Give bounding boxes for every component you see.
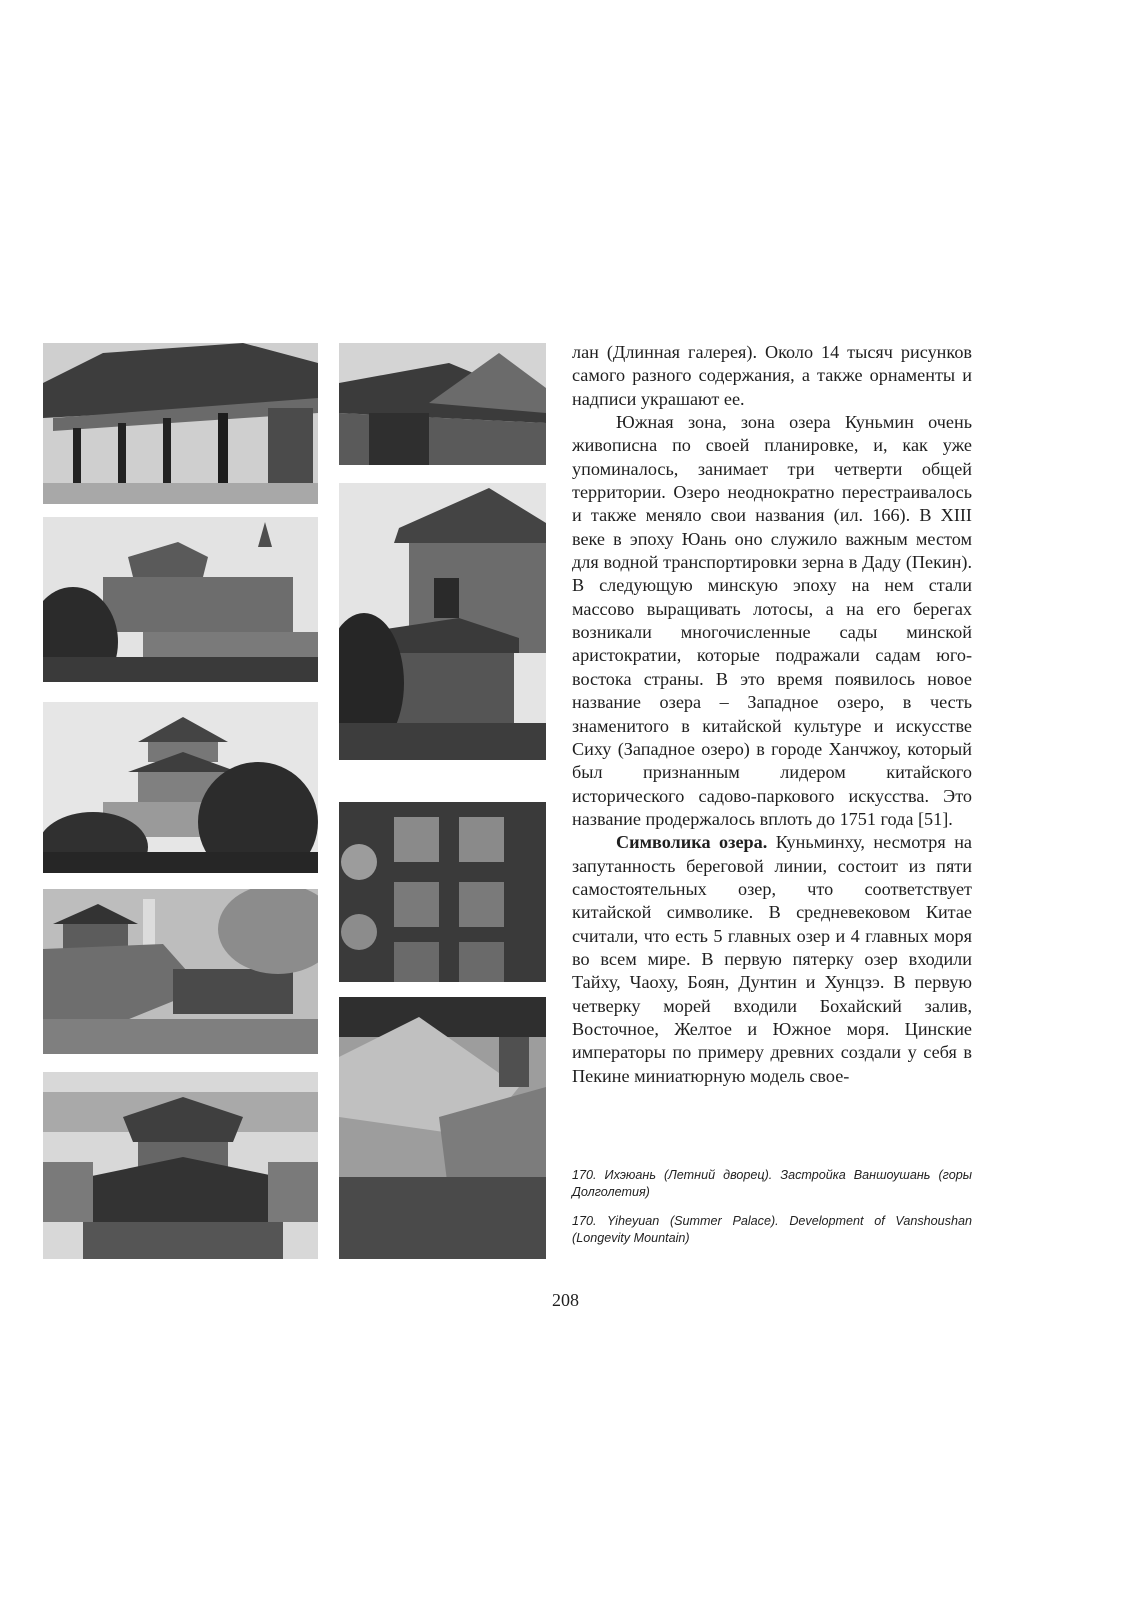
photo-rooftops-view-image <box>43 1072 318 1259</box>
photo-temple-on-hill-image <box>43 517 318 682</box>
photo-buddha-tiles-image <box>339 802 546 982</box>
photo-tiled-pavilion-image <box>339 483 546 760</box>
main-text <box>572 341 972 1088</box>
photo-curved-roof-eaves <box>339 997 546 1259</box>
photo-tiled-pavilion <box>339 483 546 760</box>
paragraph-kunming-lake: Южная зона, зона озера Куньмин очень живописна по своей планировке, и, как уже упоминалось, занимает три четверти общей территории. Озеро неоднократно перестраивалось и также меняло свои названия (ил. 166). В XIII веке в эпоху Юань оно служило важным местом для водной транспортировки зерна в Даду (Пекин). В следующую минскую эпоху на нем стали массово выращивать лотосы, а на его берегах возникали многочисленные сады минской аристократии, которые подражали садам юго-востока страны. В это время появилось новое название озера – Западное озеро, в честь знаменитого в китайской культуре и искусстве Сиху (Западное озеро) в городе Ханчжоу, который был признанным лидером китайского исторического садово-паркового искусства. Это название продержалось вплоть до 1751 года [51]. <box>572 412 972 829</box>
page-number: 208 <box>552 1290 579 1310</box>
photo-long-gallery-pavilion-image <box>43 343 318 504</box>
section-heading-lake-symbolism: Символика озера. <box>616 832 768 853</box>
photo-curved-roof-eaves-image <box>339 997 546 1259</box>
photo-buddhist-incense-tower <box>43 702 318 873</box>
photo-pavilions-on-rocks <box>43 889 318 1054</box>
lake-symbolism-text: Куньминху, несмотря на запутанность береговой линии, состоит из пяти самостоятельных озер, что соответствует китайской символике. В средневековом Китае считали, что есть 5 главных озер и 4 главных моря во всем мире. В первую пятерку озер входили Тайху, Чаоху, Боян, Дунтин и Хунцзэ. В первую четверку морей входили Бохайский залив, Восточное, Желтое и Южное моря. Цинские императоры по примеру древних создали у себя в Пекине миниатюрную модель свое- <box>572 832 973 1086</box>
photo-buddha-tiles <box>339 802 546 982</box>
figure-caption-russian: 170. Ихэюань (Летний дворец). Застройка Ваншоушань (горы Долголетия) <box>572 1168 972 1199</box>
photo-roof-ridge-image <box>339 343 546 465</box>
photo-rooftops-view <box>43 1072 318 1259</box>
photo-roof-ridge <box>339 343 546 465</box>
figure-caption-english: 170. Yiheyuan (Summer Palace). Development of Vanshoushan (Longevity Mountain) <box>572 1214 972 1245</box>
photo-buddhist-incense-tower-image <box>43 702 318 873</box>
photo-long-gallery-pavilion <box>43 343 318 504</box>
paragraph-lake-symbolism <box>572 831 972 1088</box>
paragraph-gallery: лан (Длинная галерея). Около 14 тысяч рисунков самого разного содержания, а также орнаменты и надписи украшают ее. <box>572 342 972 409</box>
photo-temple-on-hill <box>43 517 318 682</box>
photo-pavilions-on-rocks-image <box>43 889 318 1054</box>
